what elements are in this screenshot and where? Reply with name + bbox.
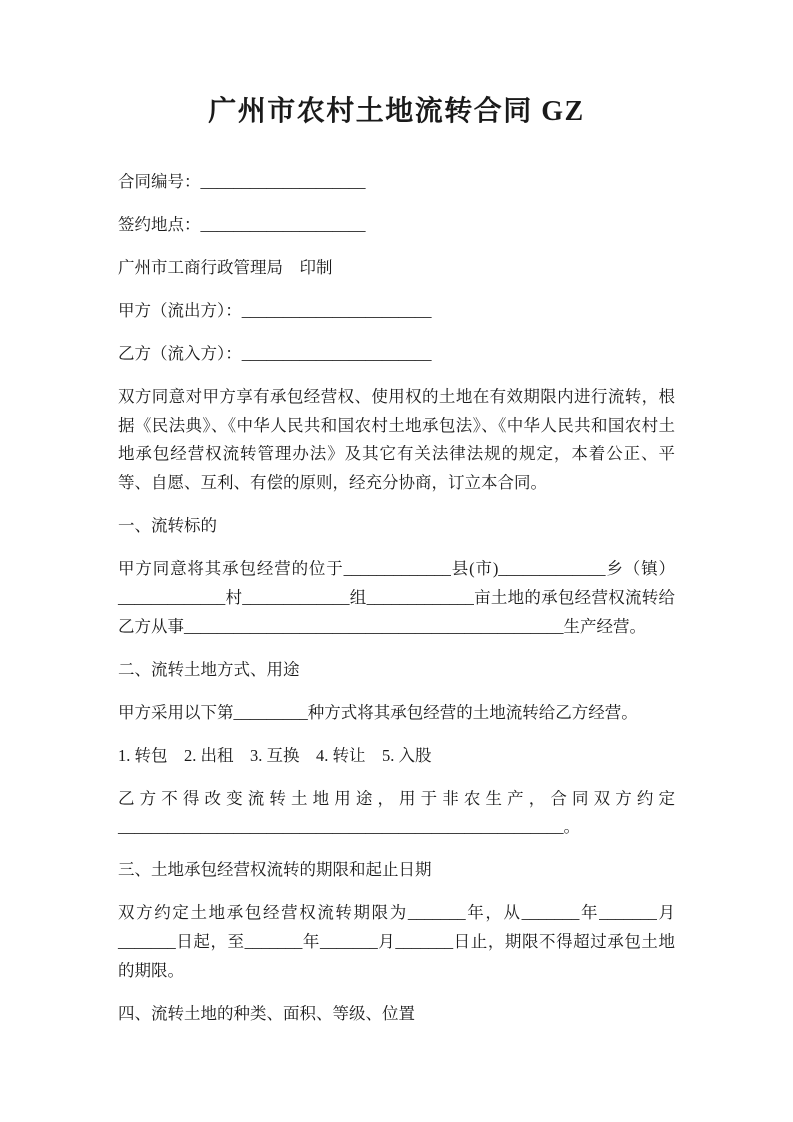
party-b-line: 乙方（流入方）：_______________________ bbox=[118, 344, 432, 363]
contract-number-line: 合同编号：____________________ bbox=[118, 172, 366, 191]
section-3-paragraph: 双方约定土地承包经营权流转期限为_______年，从_______年_______月_______日起，至_______年_______月_______日止，期限不得超过承包土地的期限。 bbox=[118, 903, 675, 980]
party-a-line: 甲方（流出方）：_______________________ bbox=[118, 301, 432, 320]
document-title: 广州市农村土地流转合同 GZ bbox=[208, 96, 585, 127]
signing-place-line: 签约地点：____________________ bbox=[118, 215, 366, 234]
transfer-mode-options: 1. 转包 2. 出租 3. 互换 4. 转让 5. 入股 bbox=[118, 745, 432, 765]
preamble-paragraph: 双方同意对甲方享有承包经营权、使用权的土地在有效期限内进行流转，根据《民法典》、《中华人民共和国农村土地承包法》、《中华人民共和国农村土地承包经营权流转管理办法》及其它有关法律法规的规定，本着公正、平等、自愿、互利、有偿的原则，经充分协商，订立本合同。 bbox=[118, 387, 675, 493]
section-3-heading: 三、土地承包经营权流转的期限和起止日期 bbox=[118, 860, 432, 880]
section-4-heading: 四、流转土地的种类、面积、等级、位置 bbox=[118, 1003, 415, 1023]
section-1-heading: 一、流转标的 bbox=[118, 516, 217, 536]
printed-by-line: 广州市工商行政管理局 印制 bbox=[118, 258, 333, 277]
section-2-heading: 二、流转土地方式、用途 bbox=[118, 659, 300, 679]
section-2-usage-paragraph: 乙方不得改变流转土地用途，用于非农生产，合同双方约定______________________________________________________。 bbox=[118, 788, 675, 837]
section-1-paragraph: 甲方同意将其承包经营的位于_____________县(市)_____________乡（镇）_____________村_____________组_____________亩土地的承包经营权流转给乙方从事______________________________________________生产经营。 bbox=[118, 559, 675, 636]
section-2-paragraph: 甲方采用以下第_________种方式将其承包经营的土地流转给乙方经营。 bbox=[118, 702, 638, 722]
